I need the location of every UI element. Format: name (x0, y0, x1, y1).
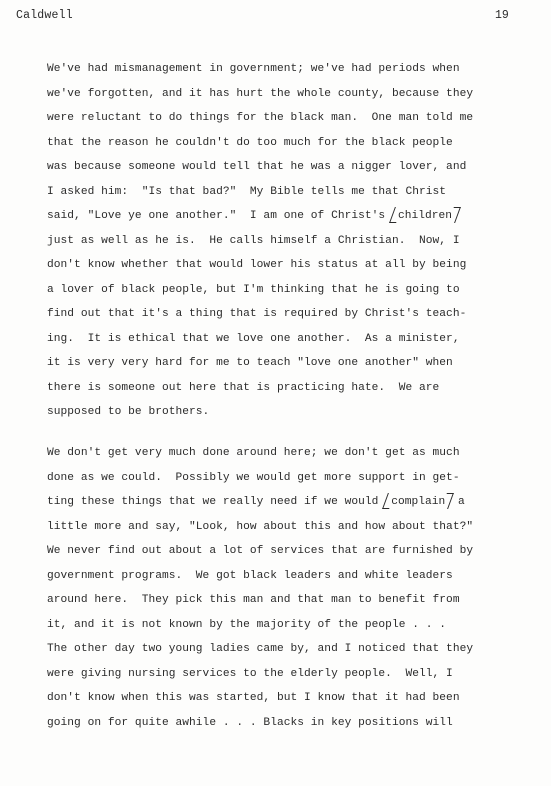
line-text: supposed to be brothers. (47, 406, 210, 418)
line-text: were reluctant to do things for the black man. One man told me (47, 112, 474, 124)
line-text: We've had mismanagement in government; we've had periods when (47, 63, 460, 75)
text-line (47, 106, 547, 131)
line-text: government programs. We got black leaders and white leaders (47, 569, 453, 582)
line-text: The other day two young ladies came by, and I noticed that they (47, 643, 474, 655)
text-line (47, 441, 547, 466)
line-text: it, and it is not known by the majority of the people . . . (47, 618, 447, 631)
text-line (47, 82, 547, 107)
line-text: a lover of black people, but I'm thinking that he is going to (47, 283, 460, 296)
text-line (47, 351, 547, 376)
text-line (47, 515, 547, 540)
header-author-name: Caldwell (16, 9, 73, 22)
line-text: was because someone would tell that he was a nigger lover, and (47, 161, 467, 173)
text-line (47, 155, 547, 180)
text-line (47, 131, 547, 156)
line-text: don't know whether that would lower his status at all by being (47, 259, 467, 271)
line-text: done as we could. Possibly we would get more support in get- (47, 471, 460, 484)
text-line (47, 539, 547, 564)
line-text: that the reason he couldn't do too much for the black people (47, 136, 453, 149)
text-line (47, 302, 547, 327)
line-text: around here. They pick this man and that man to benefit from (47, 594, 460, 606)
text-line (47, 613, 547, 638)
line-text: little more and say, "Look, how about this and how about that?" (47, 520, 474, 533)
line-text: going on for quite awhile . . . Blacks in key positions will (47, 716, 453, 729)
editorial-insertion: children (392, 204, 458, 229)
text-line (47, 204, 547, 229)
text-line (47, 376, 547, 401)
text-line (47, 57, 547, 82)
line-text: We never find out about a lot of services that are furnished by (47, 545, 474, 557)
line-text-after: a (451, 496, 465, 508)
line-text: ting these things that we really need if we would (47, 496, 386, 508)
paragraph-1 (47, 57, 547, 425)
text-line (47, 327, 547, 352)
line-text: were giving nursing services to the elderly people. Well, I (47, 667, 453, 680)
line-text: find out that it's a thing that is required by Christ's teach- (47, 308, 467, 320)
text-line (47, 180, 547, 205)
line-text: we've forgotten, and it has hurt the whole county, because they (47, 87, 474, 100)
text-line (47, 637, 547, 662)
text-line (47, 711, 547, 736)
text-line (47, 229, 547, 254)
editorial-insertion: complain (385, 490, 451, 515)
line-text: don't know when this was started, but I know that it had been (47, 692, 460, 704)
line-text: We don't get very much done around here; we don't get as much (47, 447, 460, 459)
header-page-number: 19 (495, 9, 509, 22)
line-text: said, "Love ye one another." I am one of Christ's (47, 210, 392, 222)
line-text: there is someone out here that is practicing hate. We are (47, 381, 440, 394)
text-line (47, 588, 547, 613)
line-text: it is very very hard for me to teach "love one another" when (47, 357, 453, 369)
text-line (47, 278, 547, 303)
paragraph-2 (47, 441, 547, 735)
line-text: I asked him: "Is that bad?" My Bible tells me that Christ (47, 185, 447, 198)
text-line (47, 490, 547, 515)
text-line (47, 253, 547, 278)
line-text: just as well as he is. He calls himself a Christian. Now, I (47, 234, 460, 247)
text-line (47, 564, 547, 589)
text-line (47, 400, 547, 425)
text-line (47, 466, 547, 491)
text-line (47, 662, 547, 687)
text-line (47, 686, 547, 711)
line-text: ing. It is ethical that we love one another. As a minister, (47, 332, 460, 345)
